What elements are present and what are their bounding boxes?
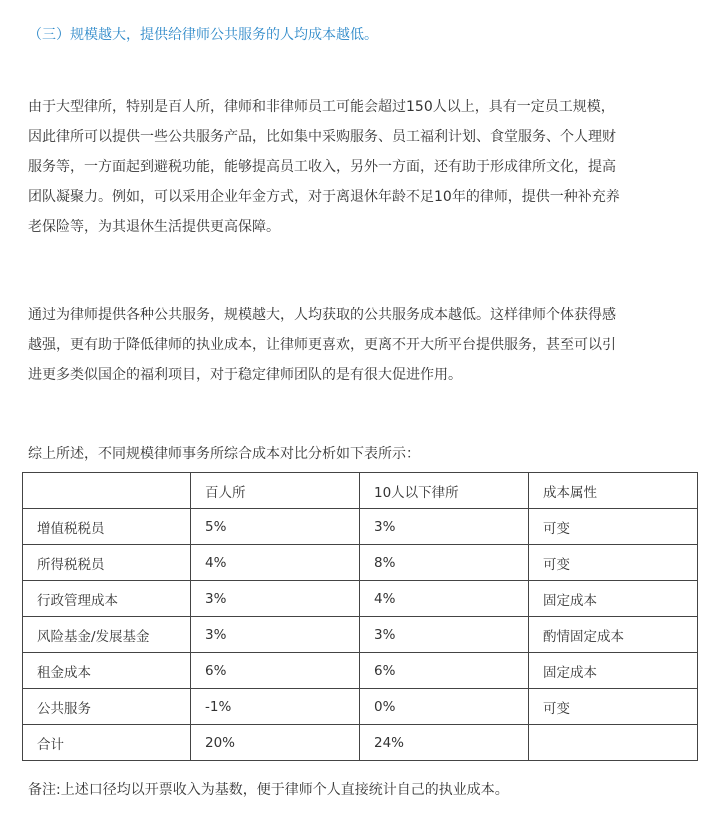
table-cell: 租金成本 [23, 653, 191, 689]
table-cell: 3% [360, 617, 529, 653]
paragraph-1-line: 团队凝聚力。例如，可以采用企业年金方式，对于离退休年龄不足10年的律师，提供一种补充养 [28, 189, 620, 205]
table-cell: 酌情固定成本 [529, 617, 698, 653]
table-cell: 3% [360, 509, 529, 545]
header-cell [23, 473, 191, 509]
table-cell: 固定成本 [529, 581, 698, 617]
paragraph-2-line: 越强，更有助于降低律师的执业成本，让律师更喜欢，更离不开大所平台提供服务，甚至可以引 [28, 337, 616, 353]
table-header-row [23, 473, 698, 509]
table-cell: 可变 [529, 689, 698, 725]
table-cell: 行政管理成本 [23, 581, 191, 617]
table-intro: 综上所述，不同规模律师事务所综合成本对比分析如下表所示： [28, 446, 420, 462]
table-cell: 24% [360, 725, 529, 761]
table-cell: 0% [360, 689, 529, 725]
table-cell: 可变 [529, 509, 698, 545]
table-row [23, 581, 698, 617]
table-cell: 所得税税员 [23, 545, 191, 581]
table-cell: 3% [191, 581, 360, 617]
paragraph-1-line: 服务等，一方面起到避税功能，能够提高员工收入，另外一方面，还有助于形成律所文化，提高 [28, 159, 616, 175]
table-cell: 增值税税员 [23, 509, 191, 545]
table-cell: 5% [191, 509, 360, 545]
table-cell: 可变 [529, 545, 698, 581]
table-cell: 3% [191, 617, 360, 653]
table-row [23, 617, 698, 653]
header-cell: 成本属性 [529, 473, 698, 509]
table-cell: 6% [360, 653, 529, 689]
table-row [23, 545, 698, 581]
paragraph-2 [28, 300, 692, 390]
table-cell: 4% [360, 581, 529, 617]
section-heading: （三）规模越大，提供给律师公共服务的人均成本越低。 [28, 27, 378, 43]
table-cell [529, 725, 698, 761]
paragraph-1-line: 由于大型律所，特别是百人所，律师和非律师员工可能会超过150人以上，具有一定员工规模， [28, 99, 615, 115]
table-cell: 风险基金/发展基金 [23, 617, 191, 653]
paragraph-2-line: 进更多类似国企的福利项目，对于稳定律师团队的是有很大促进作用。 [28, 367, 462, 383]
header-cell: 百人所 [191, 473, 360, 509]
paragraph-2-line: 通过为律师提供各种公共服务，规模越大，人均获取的公共服务成本越低。这样律师个体获得感 [28, 307, 616, 323]
table-row [23, 653, 698, 689]
cost-comparison-table [22, 472, 698, 761]
table-cell: 20% [191, 725, 360, 761]
footnote: 备注:上述口径均以开票收入为基数，便于律师个人直接统计自己的执业成本。 [28, 782, 509, 798]
paragraph-1-line: 因此律所可以提供一些公共服务产品，比如集中采购服务、员工福利计划、食堂服务、个人理财 [28, 129, 616, 145]
header-cell: 10人以下律所 [360, 473, 529, 509]
paragraph-1-line: 老保险等，为其退休生活提供更高保障。 [28, 219, 280, 235]
table-cell: -1% [191, 689, 360, 725]
table-row [23, 509, 698, 545]
table-row [23, 725, 698, 761]
table-cell: 合计 [23, 725, 191, 761]
table-cell: 4% [191, 545, 360, 581]
table-cell: 公共服务 [23, 689, 191, 725]
table-cell: 6% [191, 653, 360, 689]
paragraph-1 [28, 92, 692, 242]
table-row [23, 689, 698, 725]
table-cell: 固定成本 [529, 653, 698, 689]
table-cell: 8% [360, 545, 529, 581]
